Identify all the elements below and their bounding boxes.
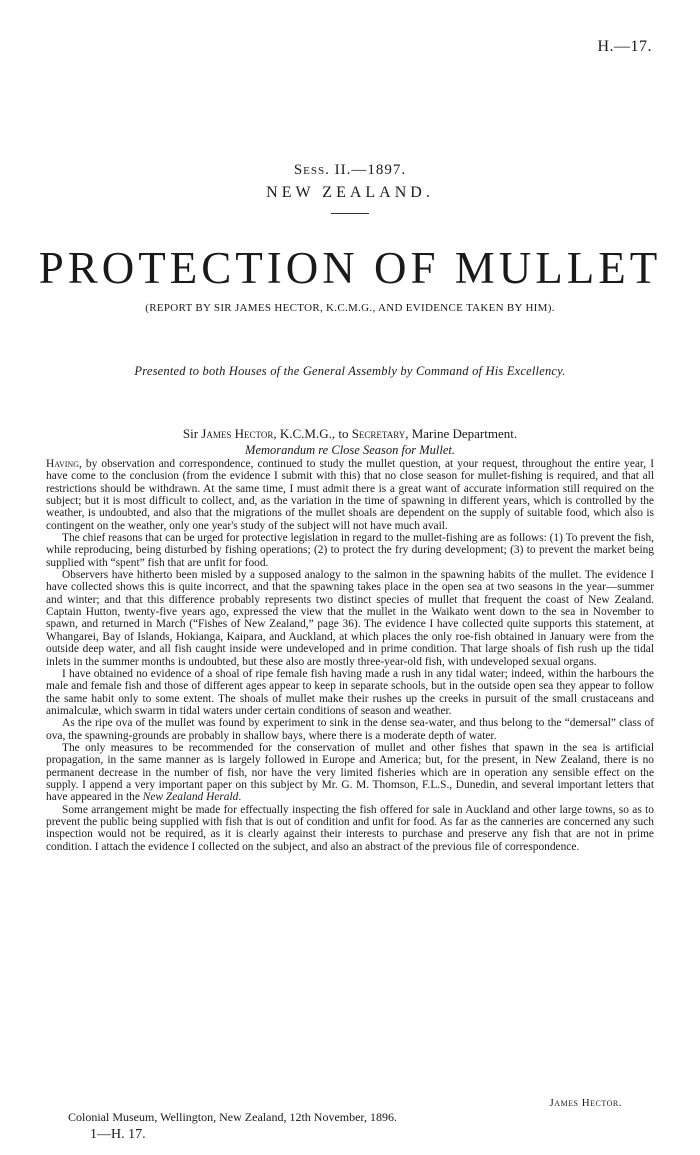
document-title: PROTECTION OF MULLET	[38, 243, 662, 293]
paragraph-4: I have obtained no evidence of a shoal of ripe female fish having made a rush in any tidal water; indeed, within the harbours the male and female fish and those of different ages appear to keep in separate schools, but in the outside open sea they appear to follow the same habit only to some extent. The shoals of mullet make their rushes up the creeks in pursuit of the small crustaceans and animalculæ, which swarm in tidal waters under certain conditions of season and weather.	[46, 667, 654, 717]
address-comma-2: ,	[405, 426, 412, 441]
paragraph-3: Observers have hitherto been misled by a supposed analogy to the salmon in the spawning habits of the mullet. The evidence I have collected shows this is quite incorrect, and that the spawning takes place in the open sea at two seasons in the year—summer and winter; and that this difference probably represents two distinct species of mullet that frequent the coast of New Zealand. Captain Hutton, twenty-five years ago, expressed the view that the mullet in the Waikato went down to the sea in November to spawn, and returned in March (“Fishes of New Zealand,” page 36). The evidence I have collected quite supports this statement, at Whangarei, Bay of Islands, Hokianga, Kaipara, and Auckland, at which places the only roe-fish obtained in January were from the outside deep water, and all fish caught inside were undeveloped and in prime condition. That large shoals of fish rush up the tidal inlets in the summer months is undoubted, but these also are mostly three-year-old fish, with undeveloped sexual organs.	[46, 569, 654, 668]
address-prefix: Sir	[182, 426, 202, 441]
paragraph-6-end: .	[238, 791, 242, 804]
presented-note: Presented to both Houses of the General Assembly by Command of His Excellency.	[134, 364, 566, 378]
paragraph-6-text: The only measures to be recommended for the conservation of mullet and other fishes that spawn in the sea is artificial propagation, in the same manner as is largely followed in Europe and America; but, for the present, in New Zealand, there is no permanent decrease in the number of fish, nor have the very limited fisheries which are in operation any sensible effect on the supply. I append a very important paper on this subject by Mr. G. M. Thomson, F.L.S., Dunedin, and several important letters that have appeared in the	[46, 741, 654, 804]
sender-title: K.C.M.G., to	[279, 426, 349, 441]
paragraph-2: The chief reasons that can be urged for protective legislation in regard to the mullet-fishing are as follows: (1) To prevent the fish, while reproducing, being disturbed by fishing operations; (2) to protect the fry during development; (3) to prevent the market being supplied with “spent” fish that are unfit for food.	[46, 532, 654, 569]
session-number: II.—1897.	[334, 162, 407, 178]
paragraph-1-text: , by observation and correspondence, continued to study the mullet question, at your request, throughout the entire year, I have come to the conclusion (from the evidence I submit with this) that no close season for mullet-fishing is required, and that all restrictions should be withdrawn. At the same time, I must admit there is a great want of accurate information still required on the subject; but it is most difficult to collect, and, as the variation in the time of spawning in different years, which is controlled by the weather, is undoubted, and also that the migrations of the mullet shoals are dependent on the supply of suitable food, which also is contingent on the weather, only one year's study of the subject will not have much avail.	[46, 458, 654, 532]
footer-reference: 1—H. 17.	[90, 1127, 146, 1142]
paragraph-7: Some arrangement might be made for effectually inspecting the fish offered for sale in Auckland and other large towns, so as to prevent the public being supplied with fish that is out of condition and unfit for food. As far as the canneries are concerned any such inspection would not be required, as it is clearly against their interests to purchase and preserve any fish that are not in prime condition. I attach the evidence I collected on the subject, and also an abstract of the previous file of correspondence.	[46, 803, 654, 853]
heading-divider	[331, 213, 369, 214]
paragraph-6	[46, 742, 654, 804]
dateline: Colonial Museum, Wellington, New Zealand, 12th November, 1896.	[68, 1110, 397, 1124]
recipient-department: Marine Department.	[411, 426, 518, 441]
address-comma: ,	[273, 426, 280, 441]
sender-name: James Hector	[201, 426, 274, 441]
newspaper-name: New Zealand Herald	[142, 791, 239, 804]
page-reference: H.—17.	[597, 38, 652, 55]
country-heading: NEW ZEALAND.	[266, 184, 434, 201]
memorandum-heading: Memorandum re Close Season for Mullet.	[245, 443, 455, 457]
session-label: Sess.	[293, 162, 330, 178]
letter-address	[0, 426, 700, 442]
session-line	[0, 162, 700, 179]
memorandum-body	[46, 458, 654, 853]
paragraph-5: As the ripe ova of the mullet was found by experiment to sink in the dense sea-water, and thus belong to the “demersal” class of ova, the spawning-grounds are probably in shallow bays, where there is a moderate depth of water.	[46, 717, 654, 742]
paragraph-1	[46, 458, 654, 532]
paragraph-lead-word: Having	[46, 458, 79, 470]
recipient-name: Secretary	[351, 426, 406, 441]
signature: James Hector.	[549, 1097, 622, 1109]
document-subtitle: (REPORT BY SIR JAMES HECTOR, K.C.M.G., AND EVIDENCE TAKEN BY HIM).	[145, 302, 555, 314]
